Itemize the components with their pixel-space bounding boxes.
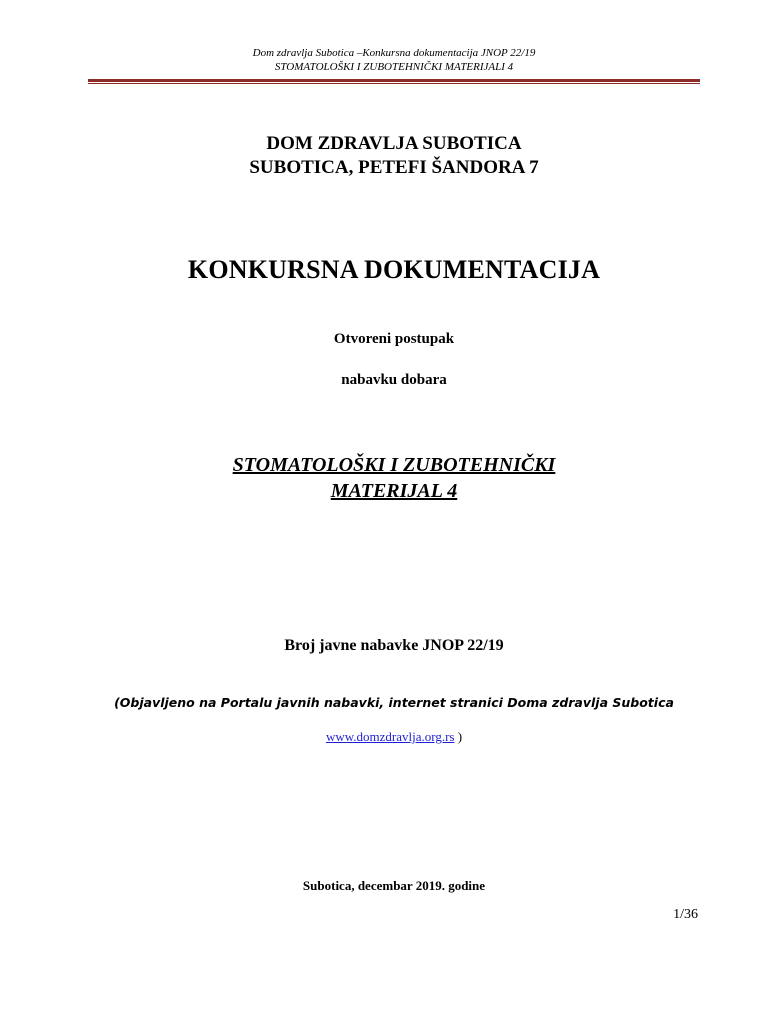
place-and-date: Subotica, decembar 2019. godine [302,878,486,893]
organization-address: SUBOTICA, PETEFI ŠANDORA 7 [249,157,539,178]
running-header-line2: STOMATOLOŠKI I ZUBOTEHNIČKI MATERIJALI 4 [274,61,514,73]
website-line-suffix: ) [454,729,463,744]
website-link[interactable]: www.domzdravlja.org.rs [325,729,455,744]
header-rule-thick [88,79,700,82]
running-header-line1: Dom zdravlja Subotica –Konkursna dokumentacija JNOP 22/19 [252,47,536,59]
procurement-number: Broj javne nabavke JNOP 22/19 [284,637,504,654]
lot-title [88,452,700,504]
lot-title-line2: MATERIJAL 4 [330,480,458,502]
page-number: 1/36 [673,907,698,922]
document-title: KONKURSNA DOKUMENTACIJA [187,255,601,284]
organization-name: DOM ZDRAVLJA SUBOTICA [266,133,522,154]
procedure-type: Otvoreni postupak [333,331,455,347]
procurement-subject: nabavku dobara [341,372,447,388]
running-header [88,46,700,74]
publication-note: (Objavljeno na Portalu javnih nabavki, internet stranici Doma zdravlja Subotica [114,695,674,710]
header-rule-thin [88,83,700,84]
lot-title-line1: STOMATOLOŠKI I ZUBOTEHNIČKI [232,454,556,476]
website-line [88,728,700,746]
organization-block [88,132,700,180]
